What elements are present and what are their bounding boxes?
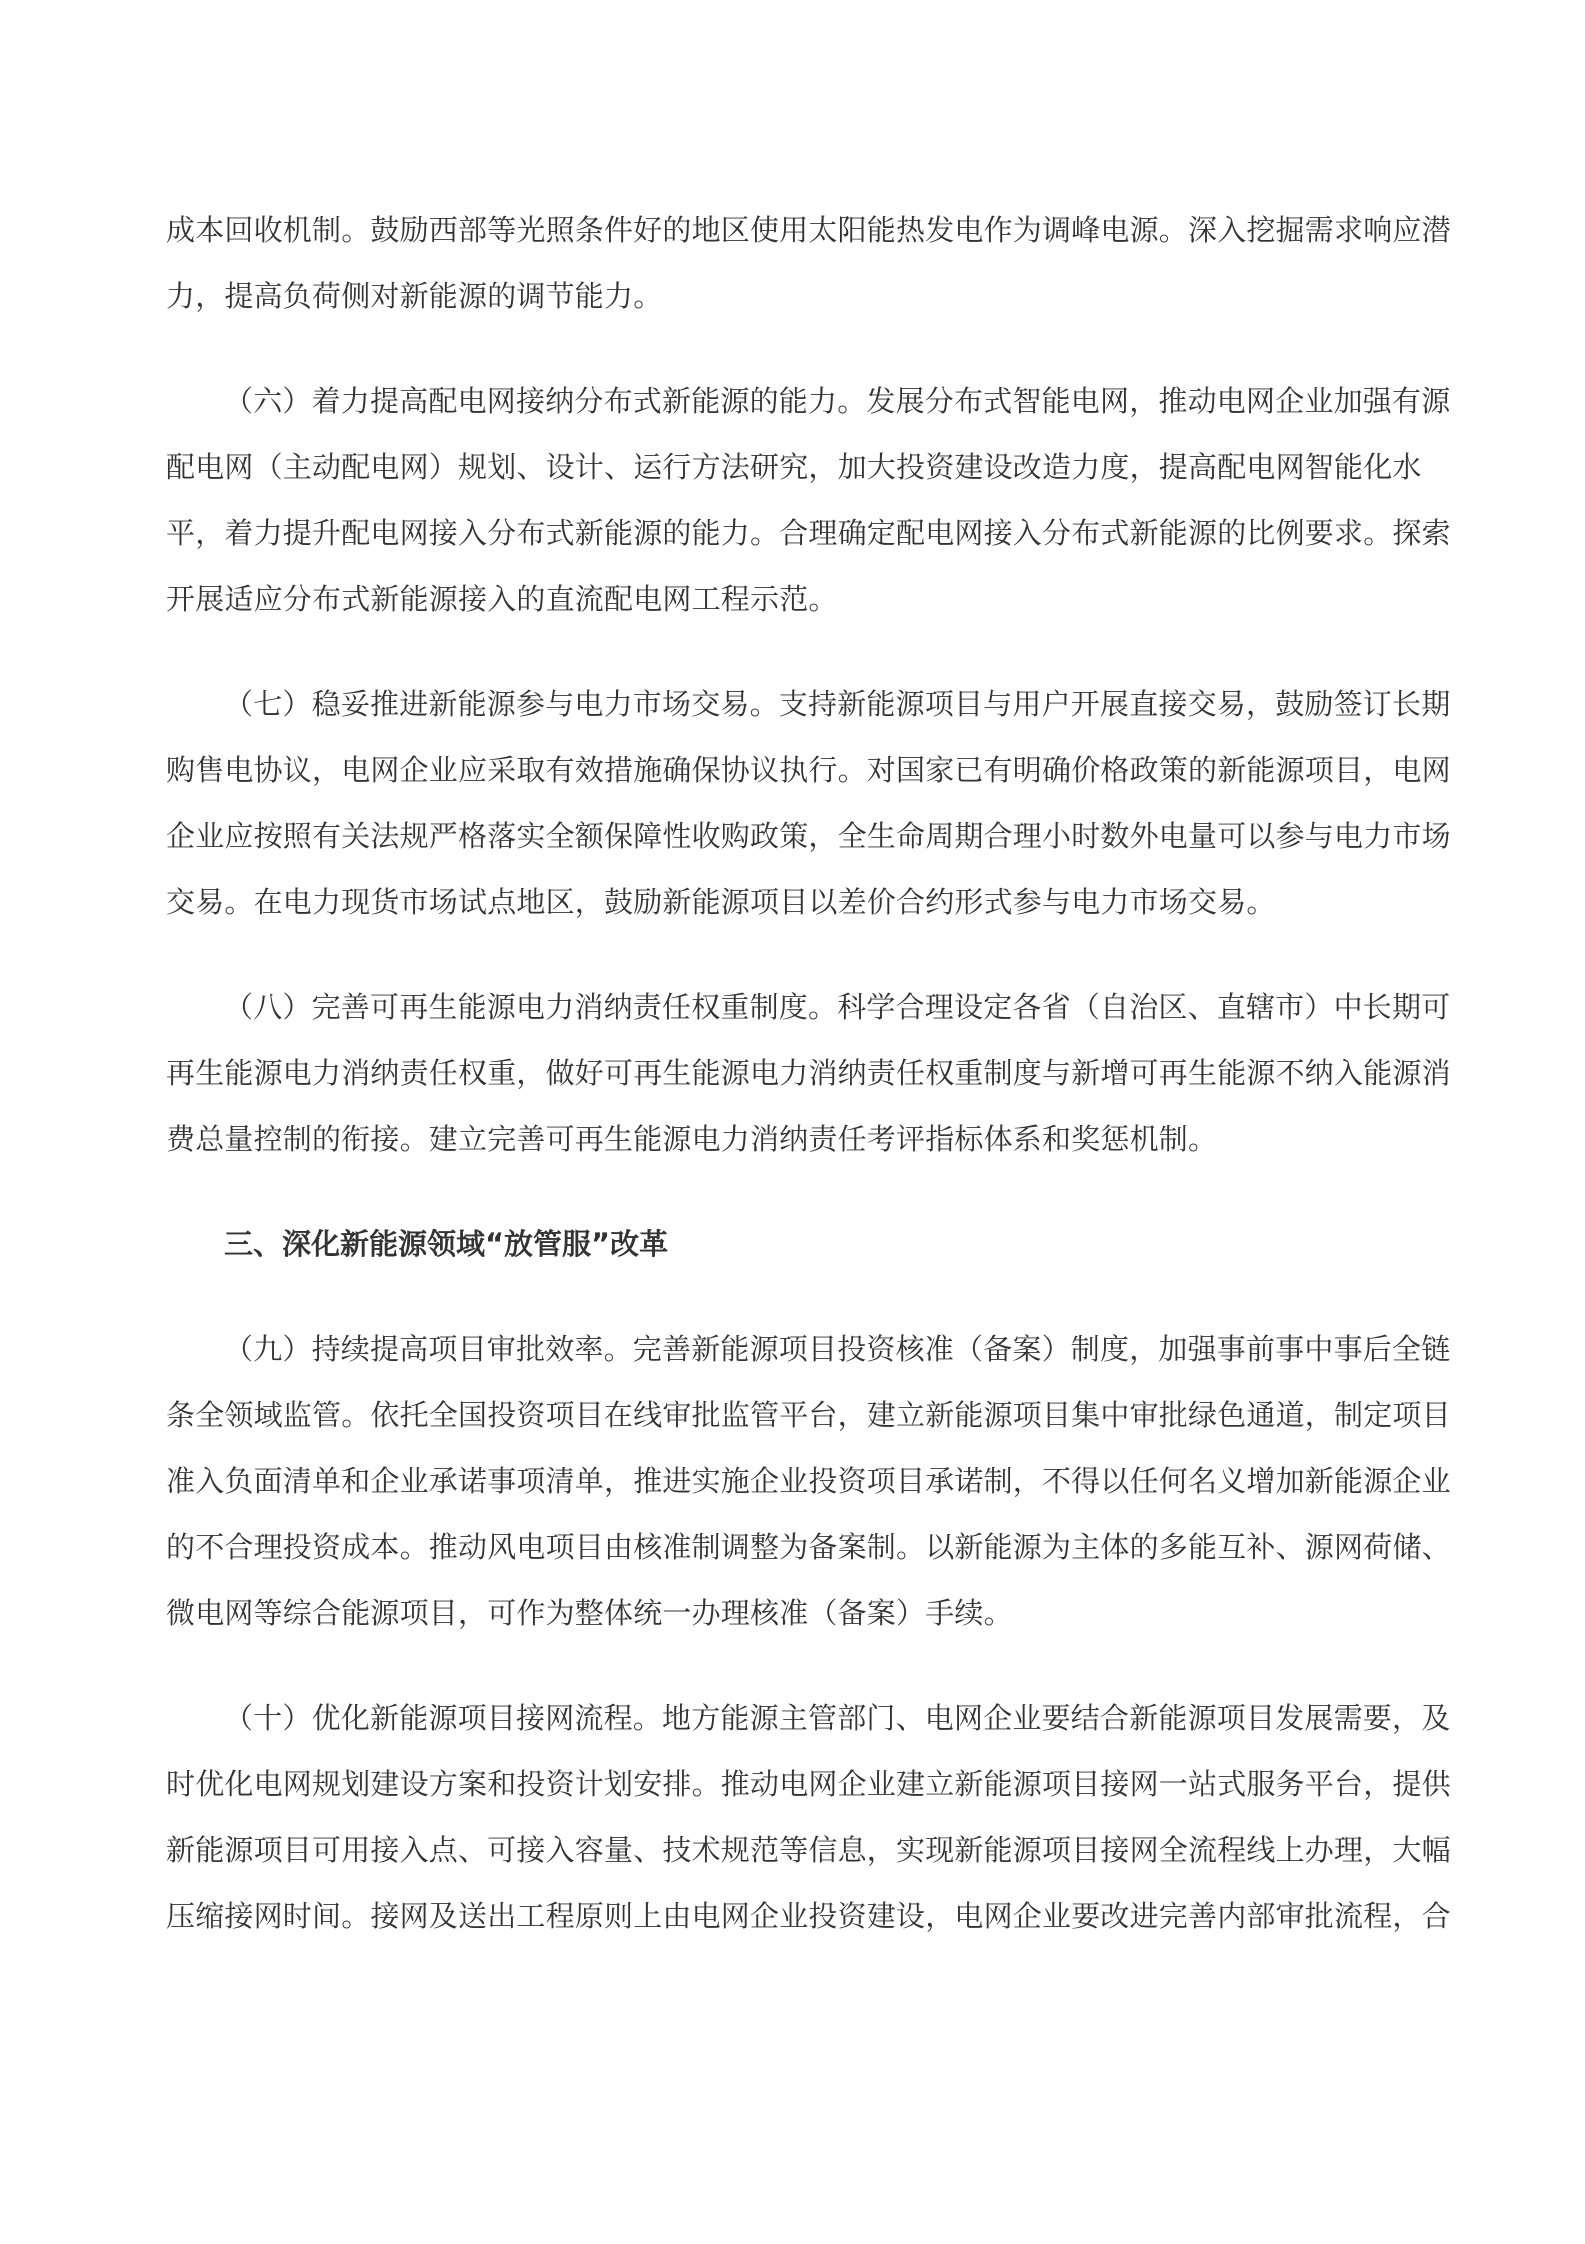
text-line: 交易。在电力现货市场试点地区，鼓励新能源项目以差价合约形式参与电力市场交易。: [166, 885, 1276, 919]
text-line: 时优化电网规划建设方案和投资计划安排。推动电网企业建立新能源项目接网一站式服务平台，提供: [166, 1767, 1451, 1801]
text-line: （八）完善可再生能源电力消纳责任权重制度。科学合理设定各省（自治区、直辖市）中长期可: [224, 990, 1451, 1024]
text-line: （六）着力提高配电网接纳分布式新能源的能力。发展分布式智能电网，推动电网企业加强有源: [224, 384, 1451, 418]
text-line: 企业应按照有关法规严格落实全额保障性收购政策，全生命周期合理小时数外电量可以参与电力市场: [166, 819, 1451, 853]
text-line: （七）稳妥推进新能源参与电力市场交易。支持新能源项目与用户开展直接交易，鼓励签订长期: [224, 687, 1451, 721]
text-line: 的不合理投资成本。推动风电项目由核准制调整为备案制。以新能源为主体的多能互补、源网荷储、: [166, 1530, 1451, 1564]
document-body: [166, 197, 1451, 1988]
text-line: 压缩接网时间。接网及送出工程原则上由电网企业投资建设，电网企业要改进完善内部审批流程，合: [166, 1899, 1451, 1933]
paragraph-cost-recovery: [166, 197, 1451, 329]
text-line: （十）优化新能源项目接网流程。地方能源主管部门、电网企业要结合新能源项目发展需要，及: [224, 1701, 1451, 1735]
text-line: 微电网等综合能源项目，可作为整体统一办理核准（备案）手续。: [166, 1596, 1013, 1630]
text-line: （九）持续提高项目审批效率。完善新能源项目投资核准（备案）制度，加强事前事中事后全链: [224, 1332, 1451, 1366]
text-line: 开展适应分布式新能源接入的直流配电网工程示范。: [166, 582, 838, 616]
text-line: 成本回收机制。鼓励西部等光照条件好的地区使用太阳能热发电作为调峰电源。深入挖掘需求响应潜: [166, 213, 1451, 247]
text-line: 购售电协议，电网企业应采取有效措施确保协议执行。对国家已有明确价格政策的新能源项目，电网: [166, 753, 1451, 787]
text-line: 准入负面清单和企业承诺事项清单，推进实施企业投资项目承诺制，不得以任何名义增加新能源企业: [166, 1464, 1451, 1498]
text-line: 平，着力提升配电网接入分布式新能源的能力。合理确定配电网接入分布式新能源的比例要求。探索: [166, 516, 1451, 550]
text-line: 再生能源电力消纳责任权重，做好可再生能源电力消纳责任权重制度与新增可再生能源不纳入能源消: [166, 1056, 1451, 1090]
paragraph-item-7: [166, 671, 1451, 935]
paragraph-item-6: [166, 368, 1451, 632]
section-heading: 三、深化新能源领域“放管服”改革: [224, 1227, 669, 1261]
text-line: 费总量控制的衔接。建立完善可再生能源电力消纳责任考评指标体系和奖惩机制。: [166, 1122, 1218, 1156]
text-line: 条全领域监管。依托全国投资项目在线审批监管平台，建立新能源项目集中审批绿色通道，制定项目: [166, 1398, 1451, 1432]
paragraph-item-8: [166, 974, 1451, 1172]
text-line: 新能源项目可用接入点、可接入容量、技术规范等信息，实现新能源项目接网全流程线上办理，大幅: [166, 1833, 1451, 1867]
text-line: 配电网（主动配电网）规划、设计、运行方法研究，加大投资建设改造力度，提高配电网智能化水: [166, 450, 1422, 484]
paragraph-item-9: [166, 1316, 1451, 1646]
paragraph-item-10: [166, 1685, 1451, 1949]
text-line: 力，提高负荷侧对新能源的调节能力。: [166, 279, 663, 313]
